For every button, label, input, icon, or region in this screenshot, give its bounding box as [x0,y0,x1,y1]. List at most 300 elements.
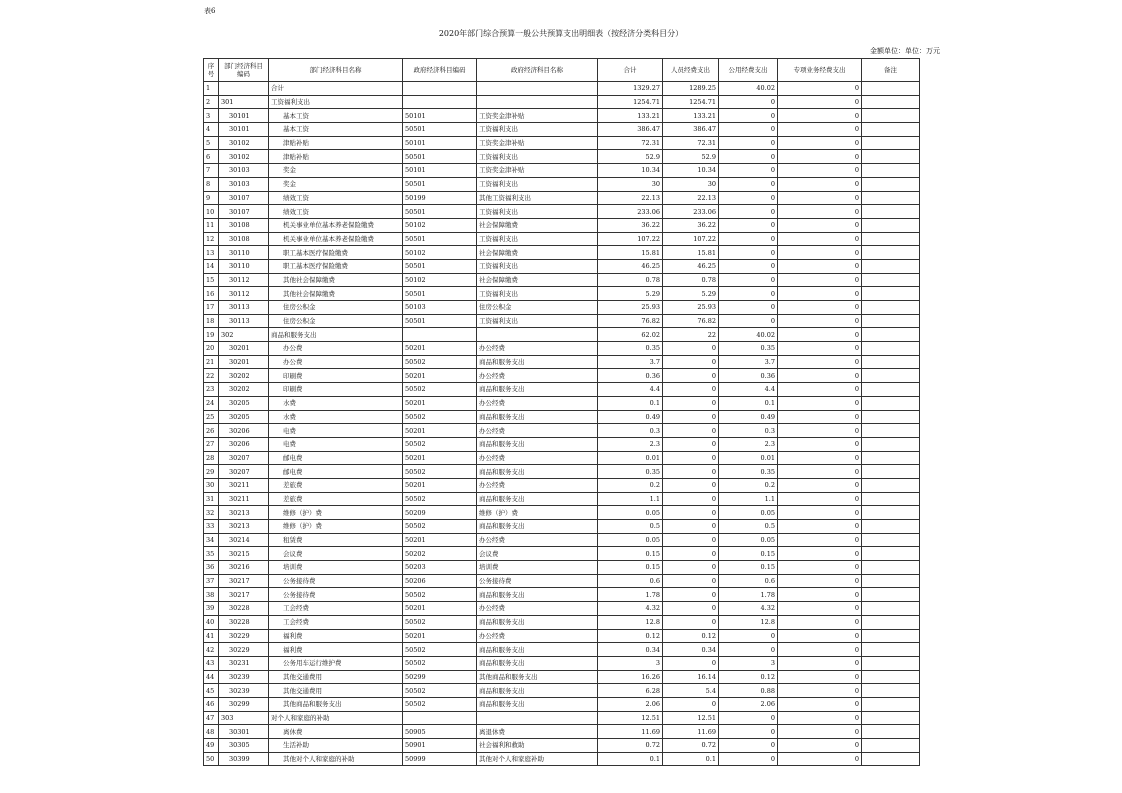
table-row [204,739,920,753]
cell-public: 0 [719,191,778,205]
cell-seq: 34 [204,533,219,547]
table-row [204,136,920,150]
cell-gov-code: 50102 [403,273,477,287]
cell-special: 0 [778,752,862,766]
cell-personnel: 1254.71 [663,95,719,109]
table-row [204,232,920,246]
cell-gov-code: 50502 [403,656,477,670]
cell-gov-code: 50501 [403,314,477,328]
cell-remark [862,410,920,424]
cell-special: 0 [778,164,862,178]
cell-special: 0 [778,109,862,123]
cell-total: 0.34 [598,643,663,657]
cell-personnel: 0.78 [663,273,719,287]
cell-special: 0 [778,123,862,137]
cell-dept-code: 303 [219,711,269,725]
cell-total: 0.05 [598,533,663,547]
cell-gov-name [477,82,598,96]
cell-dept-name: 其他交通费用 [269,684,403,698]
budget-table [203,58,920,766]
cell-personnel: 36.22 [663,218,719,232]
cell-gov-code: 50201 [403,602,477,616]
cell-public: 12.8 [719,615,778,629]
cell-dept-name: 对个人和家庭的补助 [269,711,403,725]
cell-total: 15.81 [598,246,663,260]
table-header-row [204,59,920,82]
table-row [204,123,920,137]
cell-gov-code: 50502 [403,643,477,657]
cell-remark [862,697,920,711]
cell-seq: 27 [204,437,219,451]
cell-seq: 32 [204,506,219,520]
cell-remark [862,615,920,629]
cell-personnel: 0 [663,574,719,588]
cell-personnel: 0 [663,478,719,492]
cell-total: 11.69 [598,725,663,739]
cell-dept-name: 水费 [269,396,403,410]
cell-personnel: 76.82 [663,314,719,328]
cell-dept-name: 办公费 [269,355,403,369]
table-row [204,656,920,670]
cell-dept-code: 30206 [219,424,269,438]
cell-personnel: 16.14 [663,670,719,684]
cell-special: 0 [778,492,862,506]
cell-dept-name: 公务接待费 [269,588,403,602]
table-row [204,574,920,588]
cell-dept-name: 职工基本医疗保险缴费 [269,259,403,273]
cell-seq: 22 [204,369,219,383]
cell-total: 0.35 [598,465,663,479]
cell-gov-code: 50501 [403,205,477,219]
cell-gov-name: 工资福利支出 [477,287,598,301]
cell-gov-code: 50201 [403,451,477,465]
cell-remark [862,739,920,753]
cell-dept-code: 30231 [219,656,269,670]
cell-dept-name: 其他商品和服务支出 [269,697,403,711]
cell-total: 1.1 [598,492,663,506]
table-row [204,396,920,410]
table-row [204,629,920,643]
cell-remark [862,492,920,506]
cell-total: 133.21 [598,109,663,123]
cell-remark [862,451,920,465]
cell-seq: 5 [204,136,219,150]
cell-special: 0 [778,533,862,547]
table-row [204,684,920,698]
cell-gov-code: 50999 [403,752,477,766]
cell-total: 12.51 [598,711,663,725]
cell-dept-code: 30108 [219,218,269,232]
cell-gov-name: 办公经费 [477,478,598,492]
cell-personnel: 107.22 [663,232,719,246]
cell-dept-code: 30103 [219,164,269,178]
cell-gov-name: 其他对个人和家庭补助 [477,752,598,766]
table-row [204,109,920,123]
cell-dept-name: 其他交通费用 [269,670,403,684]
cell-gov-name: 办公经费 [477,602,598,616]
sheet-label: 表6 [204,7,216,15]
cell-personnel: 0 [663,615,719,629]
cell-total: 1329.27 [598,82,663,96]
cell-total: 0.3 [598,424,663,438]
cell-dept-code: 30229 [219,643,269,657]
cell-public: 0.15 [719,561,778,575]
cell-seq: 10 [204,205,219,219]
table-row [204,752,920,766]
cell-gov-name [477,95,598,109]
cell-gov-name: 工资福利支出 [477,232,598,246]
cell-seq: 6 [204,150,219,164]
cell-remark [862,328,920,342]
cell-personnel: 30 [663,177,719,191]
cell-dept-name: 工资福利支出 [269,95,403,109]
cell-seq: 25 [204,410,219,424]
cell-dept-name: 水费 [269,410,403,424]
cell-remark [862,123,920,137]
cell-remark [862,246,920,260]
cell-dept-code: 30299 [219,697,269,711]
cell-dept-code: 30305 [219,739,269,753]
cell-gov-name: 公务接待费 [477,574,598,588]
cell-dept-code [219,82,269,96]
cell-personnel: 5.29 [663,287,719,301]
table-row [204,205,920,219]
cell-dept-name: 商品和服务支出 [269,328,403,342]
cell-gov-name: 会议费 [477,547,598,561]
cell-gov-code: 50501 [403,232,477,246]
cell-gov-name: 办公经费 [477,369,598,383]
cell-dept-code: 30228 [219,602,269,616]
cell-gov-code: 50201 [403,396,477,410]
cell-special: 0 [778,588,862,602]
cell-dept-name: 培训费 [269,561,403,575]
cell-gov-name: 商品和服务支出 [477,410,598,424]
cell-special: 0 [778,697,862,711]
cell-total: 6.28 [598,684,663,698]
cell-personnel: 0 [663,410,719,424]
cell-seq: 26 [204,424,219,438]
cell-total: 16.26 [598,670,663,684]
cell-gov-code: 50201 [403,369,477,383]
cell-remark [862,369,920,383]
cell-special: 0 [778,437,862,451]
cell-gov-code [403,328,477,342]
cell-remark [862,177,920,191]
cell-gov-code: 50501 [403,287,477,301]
cell-special: 0 [778,506,862,520]
header-personnel: 人员经费支出 [663,59,719,82]
cell-gov-name: 维修（护）费 [477,506,598,520]
cell-dept-name: 离休费 [269,725,403,739]
cell-total: 0.36 [598,369,663,383]
cell-public: 0 [719,218,778,232]
cell-public: 0 [719,629,778,643]
cell-total: 0.35 [598,342,663,356]
cell-total: 0.1 [598,752,663,766]
cell-seq: 13 [204,246,219,260]
cell-total: 3 [598,656,663,670]
cell-special: 0 [778,177,862,191]
cell-seq: 15 [204,273,219,287]
cell-dept-name: 邮电费 [269,465,403,479]
table-row [204,383,920,397]
cell-public: 0 [719,739,778,753]
cell-gov-code: 50502 [403,355,477,369]
cell-special: 0 [778,478,862,492]
cell-dept-code: 301 [219,95,269,109]
header-dept-name: 部门经济科目名称 [269,59,403,82]
table-row [204,342,920,356]
cell-gov-code: 50201 [403,424,477,438]
cell-special: 0 [778,287,862,301]
cell-remark [862,205,920,219]
cell-remark [862,259,920,273]
cell-total: 22.13 [598,191,663,205]
cell-personnel: 52.9 [663,150,719,164]
table-row [204,711,920,725]
cell-seq: 36 [204,561,219,575]
cell-dept-code: 30102 [219,150,269,164]
cell-total: 30 [598,177,663,191]
cell-remark [862,273,920,287]
cell-total: 0.05 [598,506,663,520]
cell-dept-code: 30214 [219,533,269,547]
cell-gov-code: 50502 [403,465,477,479]
cell-gov-code: 50502 [403,697,477,711]
cell-seq: 37 [204,574,219,588]
cell-gov-name: 商品和服务支出 [477,656,598,670]
cell-remark [862,136,920,150]
cell-dept-name: 印刷费 [269,383,403,397]
cell-public: 40.02 [719,82,778,96]
cell-total: 1254.71 [598,95,663,109]
cell-total: 0.72 [598,739,663,753]
cell-special: 0 [778,369,862,383]
cell-remark [862,588,920,602]
cell-seq: 21 [204,355,219,369]
cell-dept-code: 30215 [219,547,269,561]
cell-gov-code: 50502 [403,684,477,698]
cell-remark [862,437,920,451]
cell-special: 0 [778,82,862,96]
cell-dept-name: 其他社会保障缴费 [269,287,403,301]
cell-gov-name: 工资福利支出 [477,123,598,137]
cell-gov-name: 办公经费 [477,396,598,410]
cell-gov-name: 工资福利支出 [477,205,598,219]
cell-dept-name: 津贴补贴 [269,150,403,164]
cell-gov-code: 50502 [403,437,477,451]
cell-gov-name: 办公经费 [477,533,598,547]
table-row [204,725,920,739]
cell-total: 0.78 [598,273,663,287]
cell-seq: 11 [204,218,219,232]
cell-dept-name: 印刷费 [269,369,403,383]
cell-total: 52.9 [598,150,663,164]
cell-remark [862,355,920,369]
header-public: 公用经费支出 [719,59,778,82]
cell-seq: 40 [204,615,219,629]
unit-label: 金额单位：单位：万元 [870,47,940,55]
page-title: 2020年部门综合预算一般公共预算支出明细表（按经济分类科目分） [438,29,684,38]
cell-seq: 28 [204,451,219,465]
table-row [204,697,920,711]
cell-seq: 17 [204,301,219,315]
cell-gov-name: 社会保障缴费 [477,218,598,232]
cell-gov-name: 办公经费 [477,451,598,465]
table-row [204,492,920,506]
cell-dept-name: 奖金 [269,177,403,191]
table-row [204,369,920,383]
cell-seq: 43 [204,656,219,670]
cell-personnel: 0 [663,424,719,438]
cell-dept-name: 会议费 [269,547,403,561]
cell-total: 0.49 [598,410,663,424]
cell-dept-code: 30201 [219,342,269,356]
table-row [204,191,920,205]
cell-gov-name: 工资福利支出 [477,150,598,164]
cell-public: 1.1 [719,492,778,506]
cell-personnel: 0 [663,533,719,547]
cell-personnel: 0 [663,465,719,479]
cell-personnel: 25.93 [663,301,719,315]
cell-seq: 46 [204,697,219,711]
cell-gov-code: 50501 [403,177,477,191]
cell-dept-name: 工会经费 [269,615,403,629]
cell-public: 0.88 [719,684,778,698]
cell-dept-name: 生活补助 [269,739,403,753]
cell-public: 40.02 [719,328,778,342]
cell-gov-name: 商品和服务支出 [477,437,598,451]
cell-special: 0 [778,273,862,287]
cell-gov-code: 50102 [403,218,477,232]
cell-dept-code: 30239 [219,684,269,698]
cell-public: 0 [719,109,778,123]
cell-gov-name: 商品和服务支出 [477,697,598,711]
cell-total: 1.78 [598,588,663,602]
cell-public: 0.49 [719,410,778,424]
cell-special: 0 [778,342,862,356]
cell-dept-code: 30110 [219,246,269,260]
cell-personnel: 233.06 [663,205,719,219]
table-row [204,218,920,232]
cell-gov-code: 50206 [403,574,477,588]
cell-personnel: 0 [663,437,719,451]
cell-gov-code: 50199 [403,191,477,205]
cell-dept-code: 30213 [219,506,269,520]
cell-dept-code: 30229 [219,629,269,643]
cell-remark [862,520,920,534]
cell-personnel: 1289.25 [663,82,719,96]
cell-gov-name: 离退休费 [477,725,598,739]
cell-seq: 2 [204,95,219,109]
cell-gov-code: 50203 [403,561,477,575]
cell-personnel: 0 [663,506,719,520]
cell-dept-code: 30101 [219,123,269,137]
cell-special: 0 [778,205,862,219]
table-row [204,328,920,342]
table-row [204,301,920,315]
cell-personnel: 0 [663,561,719,575]
cell-special: 0 [778,465,862,479]
cell-dept-code: 30113 [219,301,269,315]
cell-gov-code: 50101 [403,109,477,123]
cell-total: 0.15 [598,547,663,561]
cell-dept-name: 其他社会保障缴费 [269,273,403,287]
cell-remark [862,95,920,109]
table-row [204,506,920,520]
cell-total: 0.5 [598,520,663,534]
cell-seq: 14 [204,259,219,273]
cell-public: 0 [719,287,778,301]
cell-gov-name: 商品和服务支出 [477,643,598,657]
cell-special: 0 [778,218,862,232]
cell-public: 1.78 [719,588,778,602]
cell-dept-code: 302 [219,328,269,342]
cell-dept-code: 30211 [219,478,269,492]
cell-public: 3 [719,656,778,670]
cell-remark [862,164,920,178]
cell-seq: 16 [204,287,219,301]
header-remark: 备注 [862,59,920,82]
cell-dept-code: 30201 [219,355,269,369]
header-total: 合计 [598,59,663,82]
cell-seq: 4 [204,123,219,137]
cell-gov-code: 50209 [403,506,477,520]
table-row [204,314,920,328]
cell-personnel: 0 [663,396,719,410]
cell-special: 0 [778,301,862,315]
cell-remark [862,643,920,657]
cell-total: 0.12 [598,629,663,643]
cell-gov-code: 50101 [403,136,477,150]
cell-gov-name: 工资奖金津补贴 [477,164,598,178]
cell-personnel: 0 [663,451,719,465]
cell-seq: 47 [204,711,219,725]
cell-public: 0.5 [719,520,778,534]
cell-total: 3.7 [598,355,663,369]
cell-gov-name: 办公经费 [477,424,598,438]
cell-public: 0.05 [719,506,778,520]
cell-gov-code: 50502 [403,383,477,397]
cell-remark [862,465,920,479]
cell-public: 0 [719,136,778,150]
table-row [204,410,920,424]
cell-dept-code: 30205 [219,410,269,424]
cell-dept-code: 30301 [219,725,269,739]
cell-seq: 30 [204,478,219,492]
cell-personnel: 5.4 [663,684,719,698]
cell-special: 0 [778,629,862,643]
cell-personnel: 0 [663,355,719,369]
cell-total: 0.2 [598,478,663,492]
cell-dept-name: 机关事业单位基本养老保险缴费 [269,232,403,246]
cell-dept-code: 30101 [219,109,269,123]
table-row [204,451,920,465]
cell-remark [862,711,920,725]
cell-gov-code: 50501 [403,259,477,273]
cell-remark [862,218,920,232]
cell-special: 0 [778,656,862,670]
cell-gov-name: 商品和服务支出 [477,355,598,369]
cell-personnel: 46.25 [663,259,719,273]
cell-remark [862,342,920,356]
cell-personnel: 386.47 [663,123,719,137]
cell-personnel: 0 [663,369,719,383]
cell-gov-name: 工资福利支出 [477,259,598,273]
cell-public: 4.4 [719,383,778,397]
cell-dept-code: 30108 [219,232,269,246]
cell-gov-code [403,711,477,725]
